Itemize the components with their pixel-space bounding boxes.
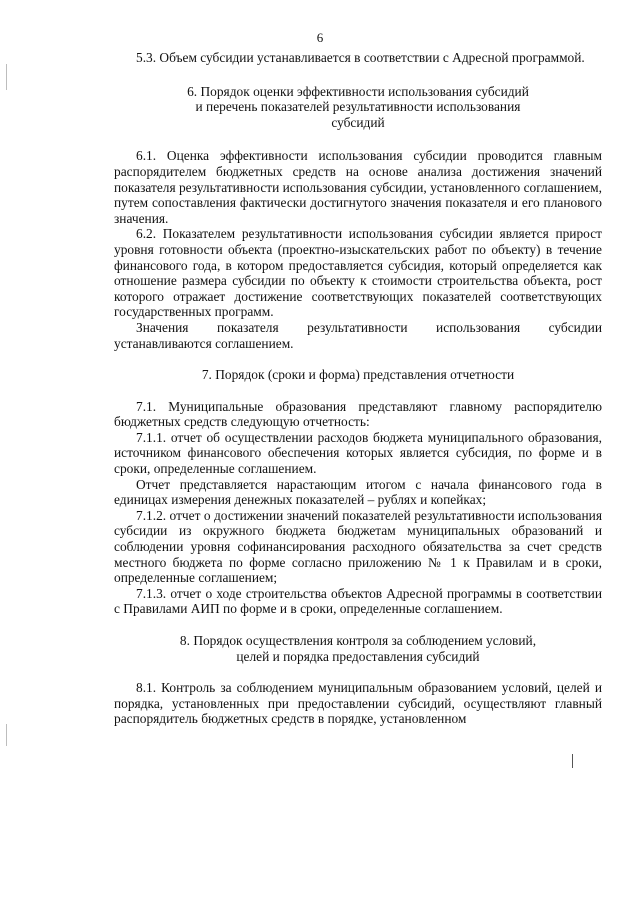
section-6-heading-line-3: субсидий [331,114,385,130]
page-number: 6 [316,30,324,45]
section-6-heading-line-1: 6. Порядок оценки эффективности использования субсидий [187,83,529,99]
scan-margin-mark [6,724,7,746]
paragraph-6-1: 6.1. Оценка эффективности использования субсидии проводится главным распорядителем бюджетных средств на основе анализа достижения значений показателя результативности использования субсидии, установленного соглашением, путем сопоставления фактически достигнутого значения показателя и его планового значения. [114,148,602,226]
paragraph-indicator-values: Значения показателя результативности использования субсидии устанавливаются соглашением. [114,319,602,351]
document-body [114,50,602,727]
paragraph-7-1-1: 7.1.1. отчет об осуществлении расходов бюджета муниципального образования, источником финансового обеспечения которых является субсидия, по форме и в сроки, определенные соглашением. [114,429,602,477]
paragraph-7-1: 7.1. Муниципальные образования представляют главному распорядителю бюджетных средств следующую отчетность: [114,398,602,430]
paragraph-report-note: Отчет представляется нарастающим итогом с начала финансового года в единицах измерения денежных показателей – рублях и копейках; [114,476,602,508]
paragraph-7-1-3: 7.1.3. отчет о ходе строительства объектов Адресной программы в соответствии с Правилами АИП по форме и в сроки, определенные соглашением. [114,585,602,617]
section-6-heading [114,84,602,131]
section-8-heading [114,633,602,664]
paragraph-6-2: 6.2. Показателем результативности использования субсидии является прирост уровня готовности объекта (проектно-изыскательских работ по объекту) в течение финансового года, в котором предоставляется субсидия, который определяется как отношение размера субсидии по объекту к стоимости строительства объекта, рост которого отражает достижение соответствующих показателей соответствующих государственных программ. [114,226,602,320]
paragraph-5-3: 5.3. Объем субсидии устанавливается в соответствии с Адресной программой. [136,50,585,65]
scan-edge-mark [572,754,573,768]
section-6-heading-line-2: и перечень показателей результативности использования [195,99,521,115]
paragraph-8-1: 8.1. Контроль за соблюдением муниципальным образованием условий, целей и порядка, установленных при предоставлении субсидий, осуществляют главный распорядитель бюджетных средств в порядке, установленном [114,680,602,727]
scan-margin-mark [6,64,7,90]
paragraph-7-1-2: 7.1.2. отчет о достижении значений показателей результативности использования субсидии из окружного бюджета бюджетам муниципальных образований и соблюдении уровня софинансирования расходного обязательства за счет средств местного бюджета по форме согласно приложению № 1 к Правилам и в сроки, определенные соглашением; [114,507,602,586]
section-8-heading-line-1: 8. Порядок осуществления контроля за соблюдением условий, [179,633,537,648]
section-8-heading-line-2: целей и порядка предоставления субсидий [236,648,480,664]
section-7-heading: 7. Порядок (сроки и форма) представления отчетности [201,367,515,383]
